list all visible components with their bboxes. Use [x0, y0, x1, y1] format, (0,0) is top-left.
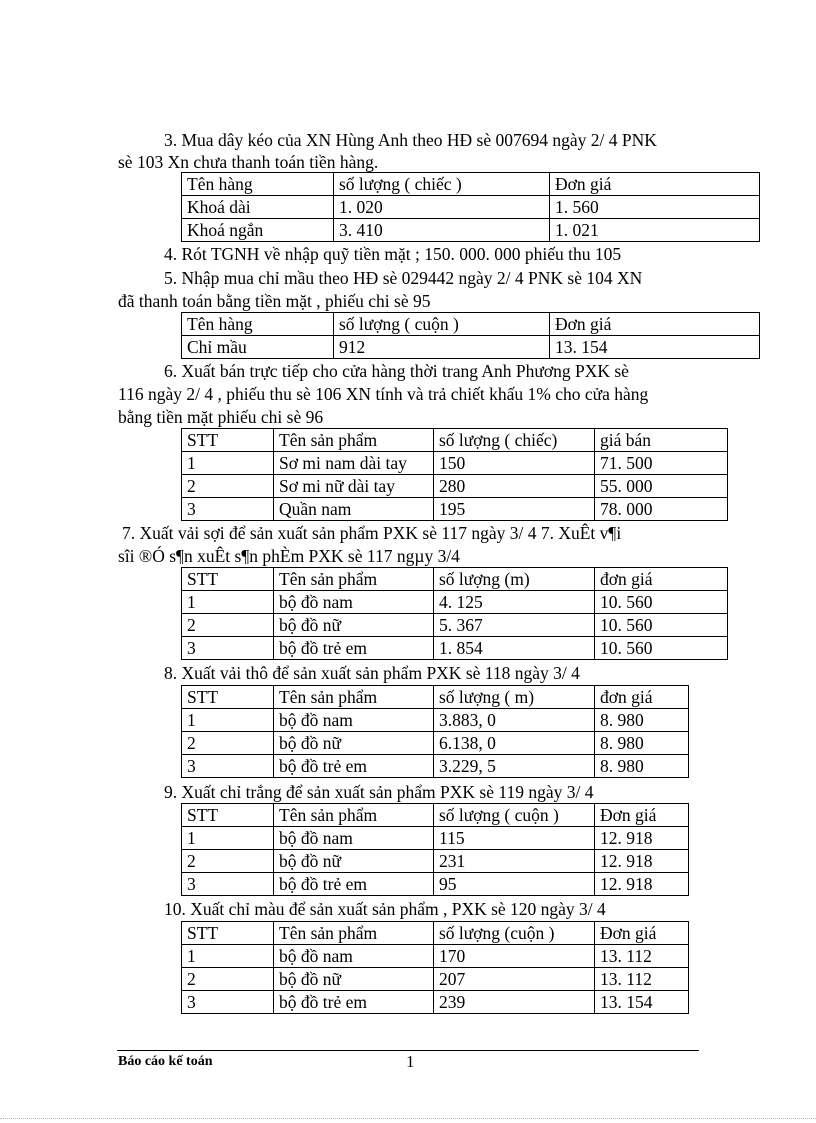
table-header-cell: số lượng ( chiếc): [434, 429, 595, 452]
table-header-cell: STT: [182, 568, 274, 591]
table-cell: 2: [182, 732, 274, 755]
table-cell: 231: [434, 850, 595, 873]
table-row: [182, 873, 689, 896]
table-row: [182, 755, 689, 778]
table-row: [182, 475, 728, 498]
page-bottom-border: [0, 1118, 816, 1119]
table-header-cell: Đơn giá: [595, 922, 689, 945]
table-cell: bộ đồ nữ: [274, 850, 434, 873]
table-cell: 6.138, 0: [434, 732, 595, 755]
item-3-line-2: sè 103 Xn chưa thanh toán tiền hàng.: [118, 152, 379, 172]
table-cell: 4. 125: [434, 591, 595, 614]
table-cell: bộ đồ nam: [274, 827, 434, 850]
table-cell: 12. 918: [595, 827, 689, 850]
table-cell: 10. 560: [595, 614, 728, 637]
table-cell: 2: [182, 475, 274, 498]
table-cell: 1: [182, 452, 274, 475]
table-cell: 55. 000: [595, 475, 728, 498]
table-header-cell: STT: [182, 686, 274, 709]
table-header-cell: số lượng ( cuộn ): [434, 804, 595, 827]
table-cell: 280: [434, 475, 595, 498]
table-cell: bộ đồ trẻ em: [274, 991, 434, 1014]
table-cell: 1. 854: [434, 637, 595, 660]
table-cell: 2: [182, 614, 274, 637]
item-3-line-1: 3. Mua dây kéo của XN Hùng Anh theo HĐ sè 007694 ngày 2/ 4 PNK: [164, 130, 657, 150]
table-header-cell: số lượng (m): [434, 568, 595, 591]
table-cell: 10. 560: [595, 591, 728, 614]
table-header-row: [182, 804, 689, 827]
item-3-table: [181, 172, 760, 242]
table-header-row: [182, 686, 689, 709]
table-cell: 912: [334, 336, 550, 359]
table-cell: bộ đồ nữ: [274, 732, 434, 755]
table-cell: 3. 410: [334, 219, 550, 242]
table-cell: 1: [182, 945, 274, 968]
item-9-table: [181, 803, 689, 896]
item-8-line-1: 8. Xuất vải thô để sản xuất sản phẩm PXK sè 118 ngày 3/ 4: [164, 663, 580, 683]
table-cell: Quần nam: [274, 498, 434, 521]
table-row: [182, 219, 760, 242]
table-row: [182, 591, 728, 614]
table-cell: bộ đồ trẻ em: [274, 637, 434, 660]
table-cell: 13. 112: [595, 945, 689, 968]
table-cell: 78. 000: [595, 498, 728, 521]
item-8-table: [181, 685, 689, 778]
item-5-line-1: 5. Nhập mua chỉ mầu theo HĐ sè 029442 ngày 2/ 4 PNK sè 104 XN: [164, 268, 643, 288]
table-cell: 13. 112: [595, 968, 689, 991]
table-cell: 2: [182, 850, 274, 873]
table-cell: 13. 154: [550, 336, 760, 359]
table-header-cell: STT: [182, 922, 274, 945]
table-cell: bộ đồ nam: [274, 945, 434, 968]
item-6-table: [181, 428, 728, 521]
table-cell: 195: [434, 498, 595, 521]
table-cell: 3: [182, 755, 274, 778]
table-cell: 3: [182, 991, 274, 1014]
table-cell: 170: [434, 945, 595, 968]
table-header-row: [182, 922, 689, 945]
table-header-cell: Tên sản phẩm: [274, 804, 434, 827]
table-header-cell: số lượng ( chiếc ): [334, 173, 550, 196]
table-cell: bộ đồ trẻ em: [274, 755, 434, 778]
table-row: [182, 196, 760, 219]
table-cell: 71. 500: [595, 452, 728, 475]
table-row: [182, 991, 689, 1014]
item-4-line-1: 4. Rót TGNH về nhập quỹ tiền mặt ; 150. 000. 000 phiếu thu 105: [164, 244, 622, 264]
item-6-line-1: 6. Xuất bán trực tiếp cho cửa hàng thời trang Anh Phương PXK sè: [164, 361, 629, 381]
table-cell: 207: [434, 968, 595, 991]
item-5-line-2: đã thanh toán bằng tiền mặt , phiếu chi sè 95: [118, 291, 431, 311]
table-cell: bộ đồ trẻ em: [274, 873, 434, 896]
item-9-line-1: 9. Xuất chỉ trắng để sản xuất sản phẩm PXK sè 119 ngày 3/ 4: [164, 782, 594, 802]
table-header-cell: Tên sản phẩm: [274, 686, 434, 709]
table-cell: Khoá ngắn: [182, 219, 334, 242]
table-header-row: [182, 173, 760, 196]
table-cell: 3: [182, 637, 274, 660]
table-cell: Sơ mi nữ dài tay: [274, 475, 434, 498]
table-header-cell: đơn giá: [595, 686, 689, 709]
table-header-cell: Tên sản phẩm: [274, 568, 434, 591]
table-cell: 8. 980: [595, 732, 689, 755]
table-cell: Khoá dài: [182, 196, 334, 219]
table-header-cell: số lượng (cuộn ): [434, 922, 595, 945]
table-row: [182, 336, 760, 359]
table-header-cell: Tên sản phẩm: [274, 922, 434, 945]
table-cell: 1. 560: [550, 196, 760, 219]
table-cell: bộ đồ nữ: [274, 968, 434, 991]
table-header-cell: STT: [182, 429, 274, 452]
table-row: [182, 498, 728, 521]
table-cell: 8. 980: [595, 755, 689, 778]
table-cell: 239: [434, 991, 595, 1014]
item-10-table: [181, 921, 689, 1014]
table-cell: 8. 980: [595, 709, 689, 732]
table-cell: bộ đồ nam: [274, 591, 434, 614]
table-cell: 3: [182, 498, 274, 521]
table-header-row: [182, 429, 728, 452]
table-header-cell: STT: [182, 804, 274, 827]
table-header-cell: Tên hàng: [182, 173, 334, 196]
table-row: [182, 850, 689, 873]
table-header-cell: đơn giá: [595, 568, 728, 591]
table-header-row: [182, 313, 760, 336]
table-header-cell: số lượng ( cuộn ): [334, 313, 550, 336]
table-cell: 10. 560: [595, 637, 728, 660]
item-7-table: [181, 567, 728, 660]
table-cell: 150: [434, 452, 595, 475]
table-header-cell: Đơn giá: [595, 804, 689, 827]
table-cell: Chỉ mầu: [182, 336, 334, 359]
table-cell: 1: [182, 827, 274, 850]
table-cell: Sơ mi nam dài tay: [274, 452, 434, 475]
table-row: [182, 827, 689, 850]
footer-report-title: Báo cáo kế toán: [118, 1054, 213, 1069]
table-row: [182, 709, 689, 732]
table-row: [182, 614, 728, 637]
table-cell: bộ đồ nữ: [274, 614, 434, 637]
footer-divider: [117, 1050, 699, 1051]
table-cell: 5. 367: [434, 614, 595, 637]
table-row: [182, 945, 689, 968]
table-cell: 1: [182, 709, 274, 732]
item-7-line-2: sîi ®Ó s¶n xuÊt s¶n phÈm PXK sè 117 ngµy 3/4: [118, 546, 460, 566]
table-cell: 95: [434, 873, 595, 896]
table-cell: 1. 020: [334, 196, 550, 219]
table-header-cell: Tên hàng: [182, 313, 334, 336]
item-6-line-2: 116 ngày 2/ 4 , phiếu thu sè 106 XN tính và trả chiết khấu 1% cho cửa hàng: [118, 384, 649, 404]
item-6-line-3: bằng tiền mặt phiếu chi sè 96: [118, 407, 324, 427]
table-cell: 2: [182, 968, 274, 991]
table-cell: 3: [182, 873, 274, 896]
item-5-table: [181, 312, 760, 359]
item-7-line-1: 7. Xuất vải sợi để sản xuất sản phẩm PXK sè 117 ngày 3/ 4 7. XuÊt v¶i: [122, 523, 622, 543]
table-row: [182, 968, 689, 991]
page-number: 1: [406, 1052, 415, 1071]
table-header-cell: số lượng ( m): [434, 686, 595, 709]
table-header-row: [182, 568, 728, 591]
table-cell: 1. 021: [550, 219, 760, 242]
table-header-cell: Tên sản phẩm: [274, 429, 434, 452]
table-row: [182, 637, 728, 660]
table-header-cell: giá bán: [595, 429, 728, 452]
table-cell: 12. 918: [595, 873, 689, 896]
table-cell: 1: [182, 591, 274, 614]
table-cell: bộ đồ nam: [274, 709, 434, 732]
table-row: [182, 452, 728, 475]
table-cell: 13. 154: [595, 991, 689, 1014]
table-header-cell: Đơn giá: [550, 313, 760, 336]
table-cell: 3.229, 5: [434, 755, 595, 778]
table-cell: 12. 918: [595, 850, 689, 873]
item-10-line-1: 10. Xuất chỉ màu để sản xuất sản phẩm , PXK sè 120 ngày 3/ 4: [164, 899, 606, 919]
table-row: [182, 732, 689, 755]
table-cell: 3.883, 0: [434, 709, 595, 732]
table-header-cell: Đơn giá: [550, 173, 760, 196]
table-cell: 115: [434, 827, 595, 850]
